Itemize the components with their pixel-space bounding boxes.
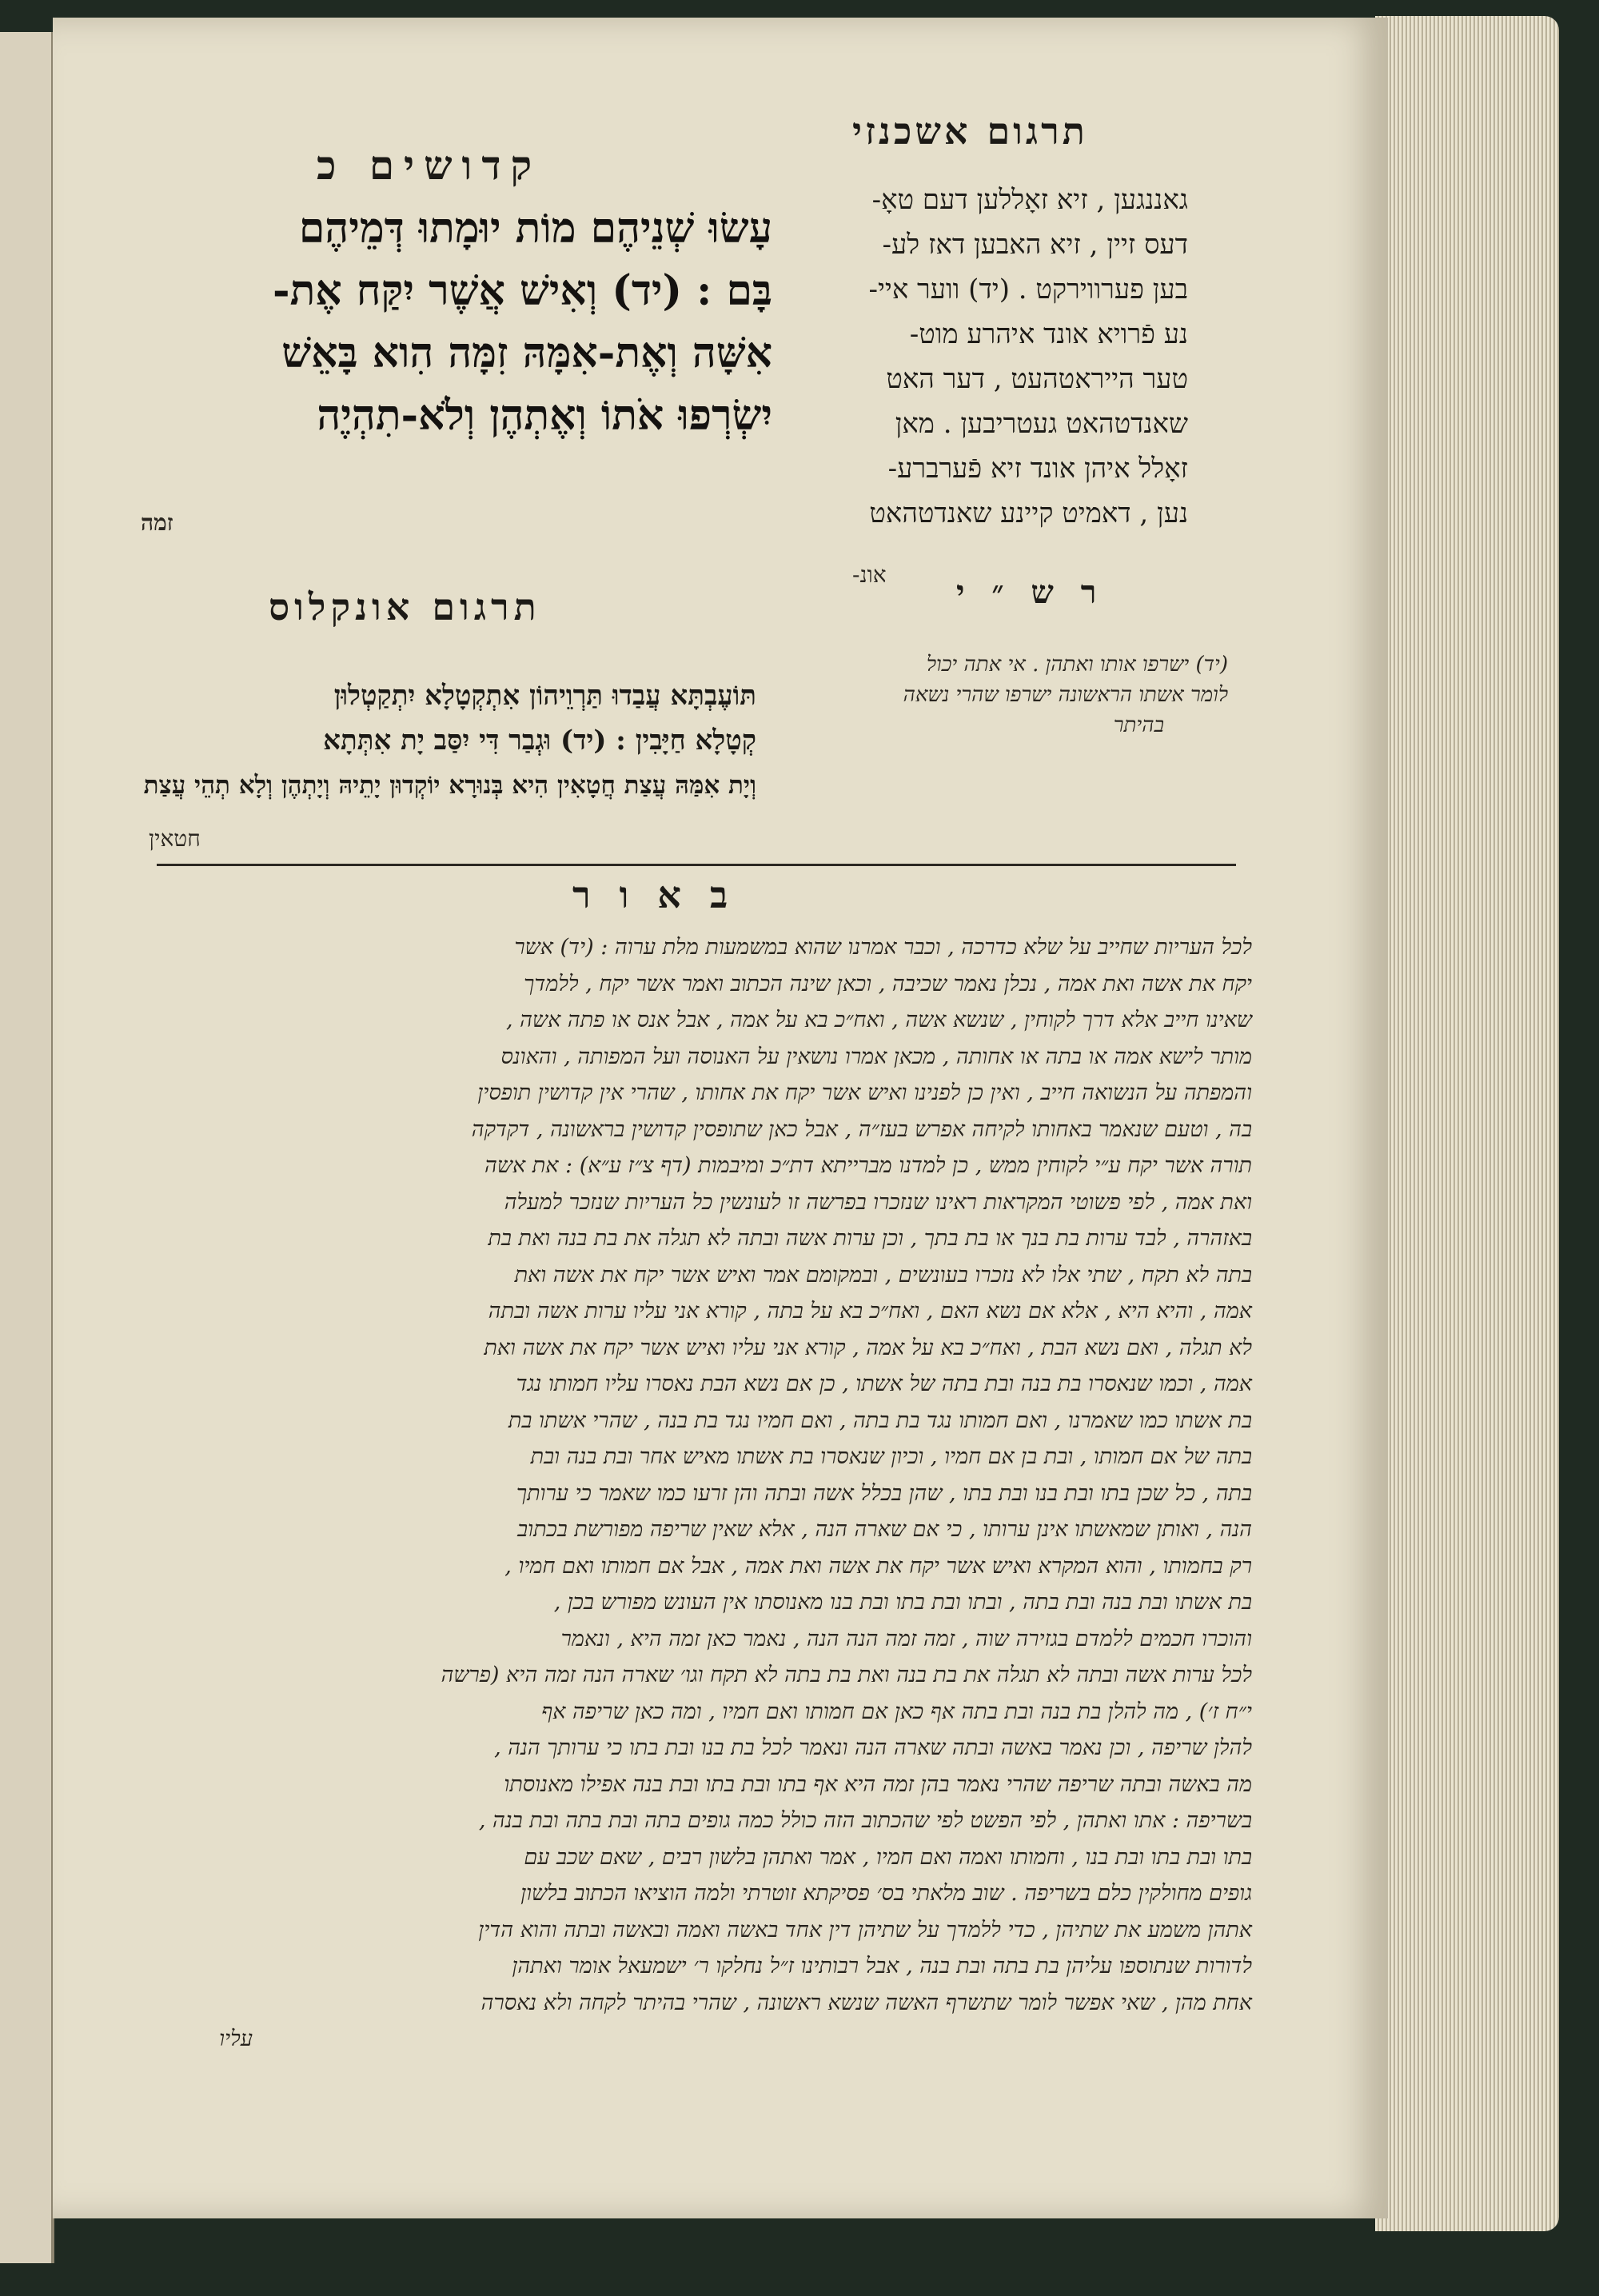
beur-line: מותר לישא אמה או בתה או אחותה , מכאן אמרו נושאין על האנוסה ועל המפותה , והאונס [500, 1044, 1252, 1069]
beur-line: הנה , ואותן שמאשתו אינן ערותו , כי אם שארה הנה , אלא שאין שריפה מפורשת בכתוב [517, 1517, 1252, 1542]
beur-line: בשריפה : אתו ואתהן , לפי הפשט לפי שהכתוב הזה כולל כמה גופים בתה ובת בתה ובת בנה , [478, 1808, 1252, 1833]
beur-line: לכל ערות אשה ובתה לא תגלה את בת בנה ואת בת בתה לא תקח וגו׳ שארה הנה זמה היא (פרשה [441, 1663, 1252, 1687]
beur-line: בתה של אם חמותו , ובת בן אם חמיו , וכיון שנאסרו בת אשתו מאיש אחר ובת בנה ובת [530, 1444, 1252, 1469]
yiddish-line: נע פֿרויא אונד איהרע מוט- [909, 318, 1188, 350]
onkelos-translation [117, 673, 756, 808]
beur-line: אחת מהן , שאי אפשר לומר שתשרף האשה שנשא ראשונה , שהרי בהיתר לקחה ולא נאסרה [480, 1990, 1252, 2015]
beur-line: באזהרה , לבד ערות בת בנך או בת בתך , וכן ערות אשה ובתה לא תגלה את בת בנה ואת בת [488, 1226, 1252, 1251]
hebrew-verse-line: בָּם : (יד) וְאִישׁ אֲשֶׁר יִקַּח אֶת- [273, 266, 772, 315]
beur-line: והוכרו חכמים ללמדם בגזירה שוה , זמה זמה הנה הנה , נאמר כאן זמה היא , ונאמר [560, 1626, 1252, 1651]
yiddish-line: שאנדטהאט געטריבען . מאן [895, 408, 1188, 440]
yiddish-line: טער הייראטהעט , דער האט [886, 363, 1188, 395]
previous-page-edge [0, 32, 54, 2263]
beur-line: לכל העריות שחייב על שלא כדרכה , וכבר אמרנו שהוא במשמעות מלת ערוה : (יד) אשר [514, 935, 1252, 960]
beur-line: לא תגלה , ואם נשא הבת , ואח״כ בא על אמה , קורא אני עליו ואיש אשר יקח את אשה ואת [484, 1335, 1252, 1360]
beur-line: בתה לא תקח , שתי אלו לא נזכרו בעונשים , ובמקומם אמר ואיש אשר יקח את אשה ואת [514, 1262, 1252, 1288]
book-page [53, 18, 1388, 2218]
onkelos-line: תּוֹעֶבְתָּא עֲבַדוּ תַּרְוֵיהוֹן אִתְקְטָלָא יִתְקַטְלוּן [333, 680, 756, 712]
beur-line: אמה , והיא היא , אלא אם נשא האם , ואח״כ בא על בתה , קורא אני עליו ערות אשה ובתה [488, 1299, 1252, 1324]
beur-line: בתה , כל שכן בתו ובת בנו ובת בתו , שהן בכלל אשה ובתה והן זרעו כמו שאמר כי ערותך [516, 1480, 1252, 1506]
hebrew-verse-line: יִשְׂרְפוּ אֹתוֹ וְאֶתְהֶן וְלֹא-תִהְיֶה [317, 391, 772, 440]
yiddish-line: גאננגען , זיא זאָללען דעם טאָ- [871, 184, 1188, 216]
rashi-commentary [748, 649, 1228, 741]
targum-ashkenazi-header: תרגום אשכנזי [852, 110, 1088, 153]
beur-line: מה באשה ובתה שריפה שהרי נאמר בהן זמה היא אף בתו ובת בתו ובת בנה אפילו מאנוסתו [504, 1771, 1252, 1797]
beur-line: גופים מחולקין כלם בשריפה . שוב מלאתי בס׳ פסיקתא זוטרתי ולמה הוציאו הכתוב בלשון [520, 1881, 1252, 1906]
beur-commentary [149, 929, 1252, 2058]
beur-line: לדורות שנתוספו עליהן בת בתה ובת בנה , אבל רבותינו ז״ל נחלקו ר׳ ישמעאל אומר ואתהן [512, 1954, 1252, 1979]
beur-line: ואת אמה , לפי פשוטי המקראות ראינו שנזכרו בפרשה זו לעונשין כל העריות שנזכר למעלה [504, 1189, 1252, 1215]
rashi-line: לומר אשתו הראשונה ישרפו שהרי נשאה [903, 683, 1228, 707]
yiddish-line: נען , דאמיט קיינע שאנדטהאט [869, 497, 1188, 529]
hebrew-verse-line: אִשָּׁה וְאֶת-אִמָּהּ זִמָּה הִוא בָּאֵשׁ [281, 329, 772, 377]
beur-line: שאינו חייב אלא דרך לקוחין , שנשא אשה , ואח״כ בא על אמה , אבל אנס או פתה אשה , [506, 1008, 1252, 1032]
beur-header: ב א ו ר [572, 873, 736, 916]
beur-line: אמה , וכמו שנאסרו בת בנה ובת בתה של אשתו , כן אם נשא הבת נאסרו עליו חמותו נגד [516, 1372, 1252, 1396]
kedoshim-page-header: קדושים כ [317, 142, 542, 189]
hebrew-verse-column [141, 198, 772, 447]
beur-line: תורה אשר יקח ע״י לקוחין ממש , כן למדנו מברייתא דת״כ ומיבמות (דף צ״ז ע״א) : את אשה [484, 1153, 1252, 1178]
beur-catchword: עליו [219, 2026, 253, 2051]
rashi-line: בהיתר [1113, 713, 1164, 737]
beur-line: בתו ובת בתו ובת בנו , וחמותו ואמה ואם חמיו , אמר ואתהן בלשון רבים , שאם שכב עם [524, 1844, 1252, 1870]
beur-line: בת אשתו כמו שאמרנו , ואם חמותו נגד בת בתה , ואם חמיו נגד בת בנה , שהרי אשתו בת [508, 1408, 1252, 1433]
onkelos-line: קְטָלָא חַיָּבִין : (יד) וּגְבַר דִּי יִסַּב יָת אִתְּתָא [323, 725, 756, 757]
yiddish-line: דעס זיין , זיא האבען דאז לע- [882, 229, 1188, 261]
beur-line: יקח את אשה ואת אמה , נכלן נאמר שכיבה , וכאן שינה הכתוב ואמר אשר יקח , ללמדך [524, 971, 1252, 996]
beur-line: אתהן משמע את שתיהן , כדי ללמדך על שתיהן דין אחד באשה ואמה ובאשה ובתה והוא הדין [478, 1917, 1252, 1943]
section-divider [157, 864, 1236, 866]
beur-line: והמפתה על הנשואה חייב , ואין כן לפנינו ואיש אשר יקח את אחותו , שהרי אין קדושין תופסין [477, 1080, 1252, 1105]
rashi-line: (יד) ישרפו אותו ואתהן . אי אתה יכול [926, 653, 1228, 677]
book-page-edges [1375, 16, 1559, 2231]
yiddish-line: בען פערווירקט . (יד) ווער איי- [868, 274, 1188, 305]
yiddish-catchword: אונ- [852, 561, 887, 588]
hebrew-verse-line: עָשׂוּ שְׁנֵיהֶם מוֹת יוּמָתוּ דְּמֵיהֶם [298, 204, 772, 253]
yiddish-line: זאָלל איהן אונד זיא פֿערברע- [887, 453, 1188, 485]
beur-line: בה , וטעם שנאמר באחותו לקיחה אפרש בעז״ה , אבל כאן שתופסין קדושין בראשונה , דקדקה [471, 1116, 1252, 1142]
rashi-header: ר ש ״ י [956, 573, 1105, 611]
beur-line: רק בחמותו , והוא המקרא ואיש אשר יקח את אשה ואת אמה , אבל אם חמותו ואם חמיו , [504, 1553, 1252, 1579]
onkelos-line: וְיָת אִמַּהּ עֲצַת חֲטָאִין הִיא בְּנוּרָא יוֹקְדוּן יָתֵיהּ וְיָתְהֶן וְלָא תְהֵי עֲצַת [143, 771, 756, 800]
hebrew-catchword: זמה [141, 509, 173, 536]
beur-line: להלן שריפה , וכן נאמר באשה ובתה שארה הנה ונאמר לכל בת בנו ובת בתו כי ערותך הנה , [494, 1735, 1252, 1760]
onkelos-header: תרגום אונקלוס [269, 585, 541, 629]
onkelos-catchword: חטאין [149, 825, 201, 852]
beur-line: בת אשתו ובת בנה ובת בתה , ובתו ובת בתו ובת בנו מאנוסתו אין העונש מפורש בכן , [553, 1590, 1252, 1615]
beur-line: י״ח ז׳) , מה להלן בת בנה ובת בתה אף כאן אם חמותו ואם חמיו , ומה כאן שריפה אף [541, 1699, 1252, 1724]
yiddish-translation-column [796, 178, 1188, 536]
